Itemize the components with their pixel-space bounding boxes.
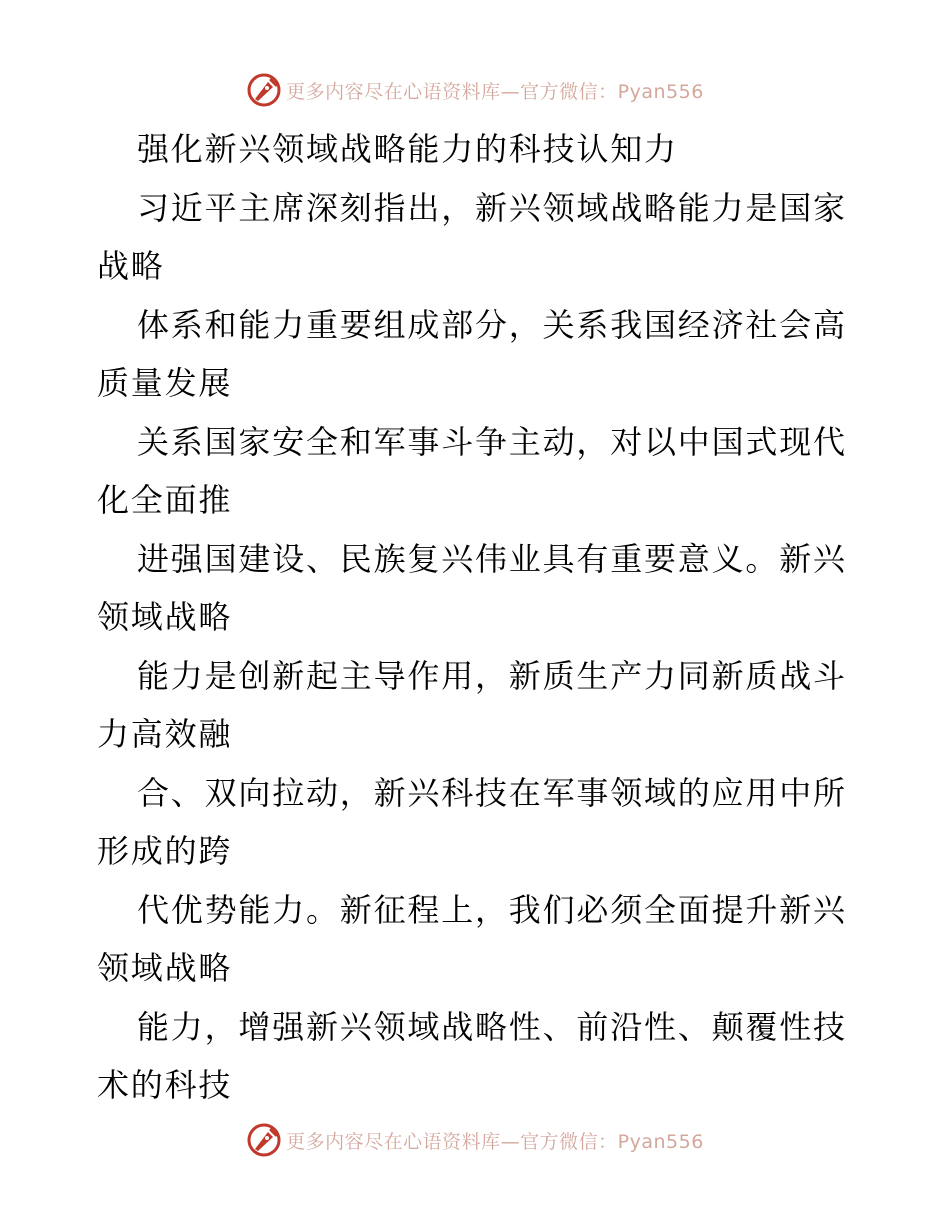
text-line: 战略 <box>97 247 165 285</box>
text-line: 领域战略 <box>97 598 233 636</box>
text-line: 能力是创新起主导作用，新质生产力同新质战斗 <box>137 656 847 695</box>
text-line: 合、双向拉动，新兴科技在军事领域的应用中所 <box>137 773 847 812</box>
text-line: 关系国家安全和军事斗争主动，对以中国式现代 <box>137 422 847 461</box>
header-banner <box>0 70 950 110</box>
text-line: 质量发展 <box>97 364 233 402</box>
text-line: 化全面推 <box>97 481 233 519</box>
pen-nib-logo-icon <box>246 72 282 108</box>
text-line: 能力，增强新兴领域战略性、前沿性、颠覆性技 <box>137 1007 847 1046</box>
text-line: 代优势能力。新征程上，我们必须全面提升新兴 <box>137 890 847 929</box>
text-line: 形成的跨 <box>97 832 233 870</box>
text-line: 习近平主席深刻指出，新兴领域战略能力是国家 <box>137 188 847 227</box>
text-line: 领域战略 <box>97 949 233 987</box>
pen-nib-logo-icon <box>246 1122 282 1158</box>
text-line: 体系和能力重要组成部分，关系我国经济社会高 <box>137 305 847 344</box>
footer-banner-text: 更多内容尽在心语资料库—官方微信：Pyan556 <box>286 1130 704 1153</box>
text-line: 进强国建设、民族复兴伟业具有重要意义。新兴 <box>137 539 847 578</box>
document-body <box>97 120 857 1115</box>
header-banner-text: 更多内容尽在心语资料库—官方微信：Pyan556 <box>286 80 704 103</box>
document-title: 强化新兴领域战略能力的科技认知力 <box>137 130 678 168</box>
text-line: 术的科技 <box>97 1066 233 1104</box>
text-line: 力高效融 <box>97 715 233 753</box>
footer-banner <box>0 1120 950 1160</box>
